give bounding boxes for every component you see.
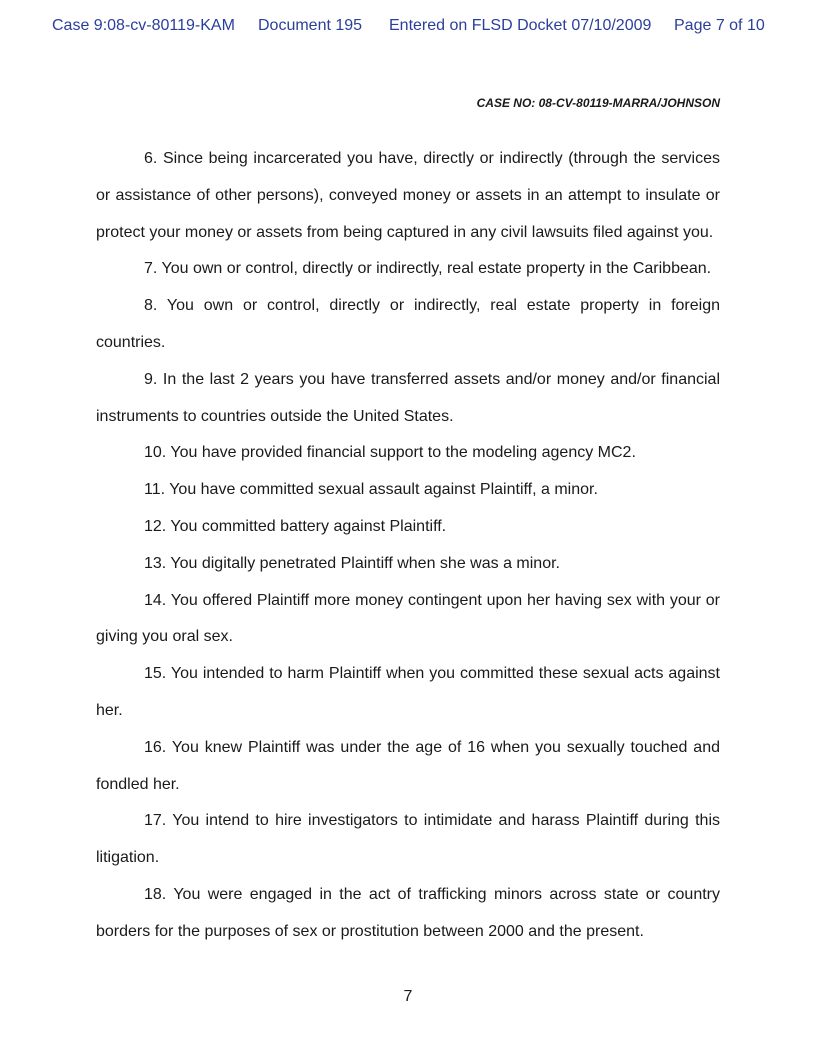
paragraph-11: 11. You have committed sexual assault against Plaintiff, a minor. bbox=[144, 481, 598, 499]
paragraph-17: 17. You intend to hire investigators to intimidate and harass Plaintiff during this litigation. bbox=[96, 812, 720, 867]
docket-entry-date: Entered on FLSD Docket 07/10/2009 bbox=[389, 17, 652, 34]
docket-header bbox=[0, 17, 816, 39]
paragraph-6: 6. Since being incarcerated you have, directly or indirectly (through the services or assistance of other persons), conveyed money or assets in an attempt to insulate or protect your money or assets from being captured in any civil lawsuits filed against you. bbox=[96, 150, 720, 241]
docket-case-number: Case 9:08-cv-80119-KAM bbox=[52, 17, 235, 34]
paragraph-16: 16. You knew Plaintiff was under the age of 16 when you sexually touched and fondled her. bbox=[96, 738, 720, 793]
paragraph-9: 9. In the last 2 years you have transferred assets and/or money and/or financial instruments to countries outside the United States. bbox=[96, 370, 720, 425]
case-number-caption: CASE NO: 08-CV-80119-MARRA/JOHNSON bbox=[476, 96, 720, 110]
paragraph-14: 14. You offered Plaintiff more money contingent upon her having sex with your or giving you oral sex. bbox=[96, 591, 720, 646]
docket-page-count: Page 7 of 10 bbox=[674, 17, 765, 34]
page-number: 7 bbox=[403, 988, 413, 1005]
document-body bbox=[96, 141, 720, 951]
docket-document-number: Document 195 bbox=[258, 17, 363, 34]
paragraph-15: 15. You intended to harm Plaintiff when you committed these sexual acts against her. bbox=[96, 665, 720, 719]
paragraph-8: 8. You own or control, directly or indirectly, real estate property in foreign countries. bbox=[96, 297, 720, 351]
paragraph-12: 12. You committed battery against Plaintiff. bbox=[144, 517, 447, 535]
paragraph-13: 13. You digitally penetrated Plaintiff when she was a minor. bbox=[144, 554, 560, 572]
paragraph-18: 18. You were engaged in the act of trafficking minors across state or country borders for the purposes of sex or prostitution between 2000 and the present. bbox=[96, 885, 720, 940]
paragraph-10: 10. You have provided financial support to the modeling agency MC2. bbox=[144, 444, 636, 462]
paragraph-7: 7. You own or control, directly or indirectly, real estate property in the Caribbean. bbox=[144, 260, 712, 278]
